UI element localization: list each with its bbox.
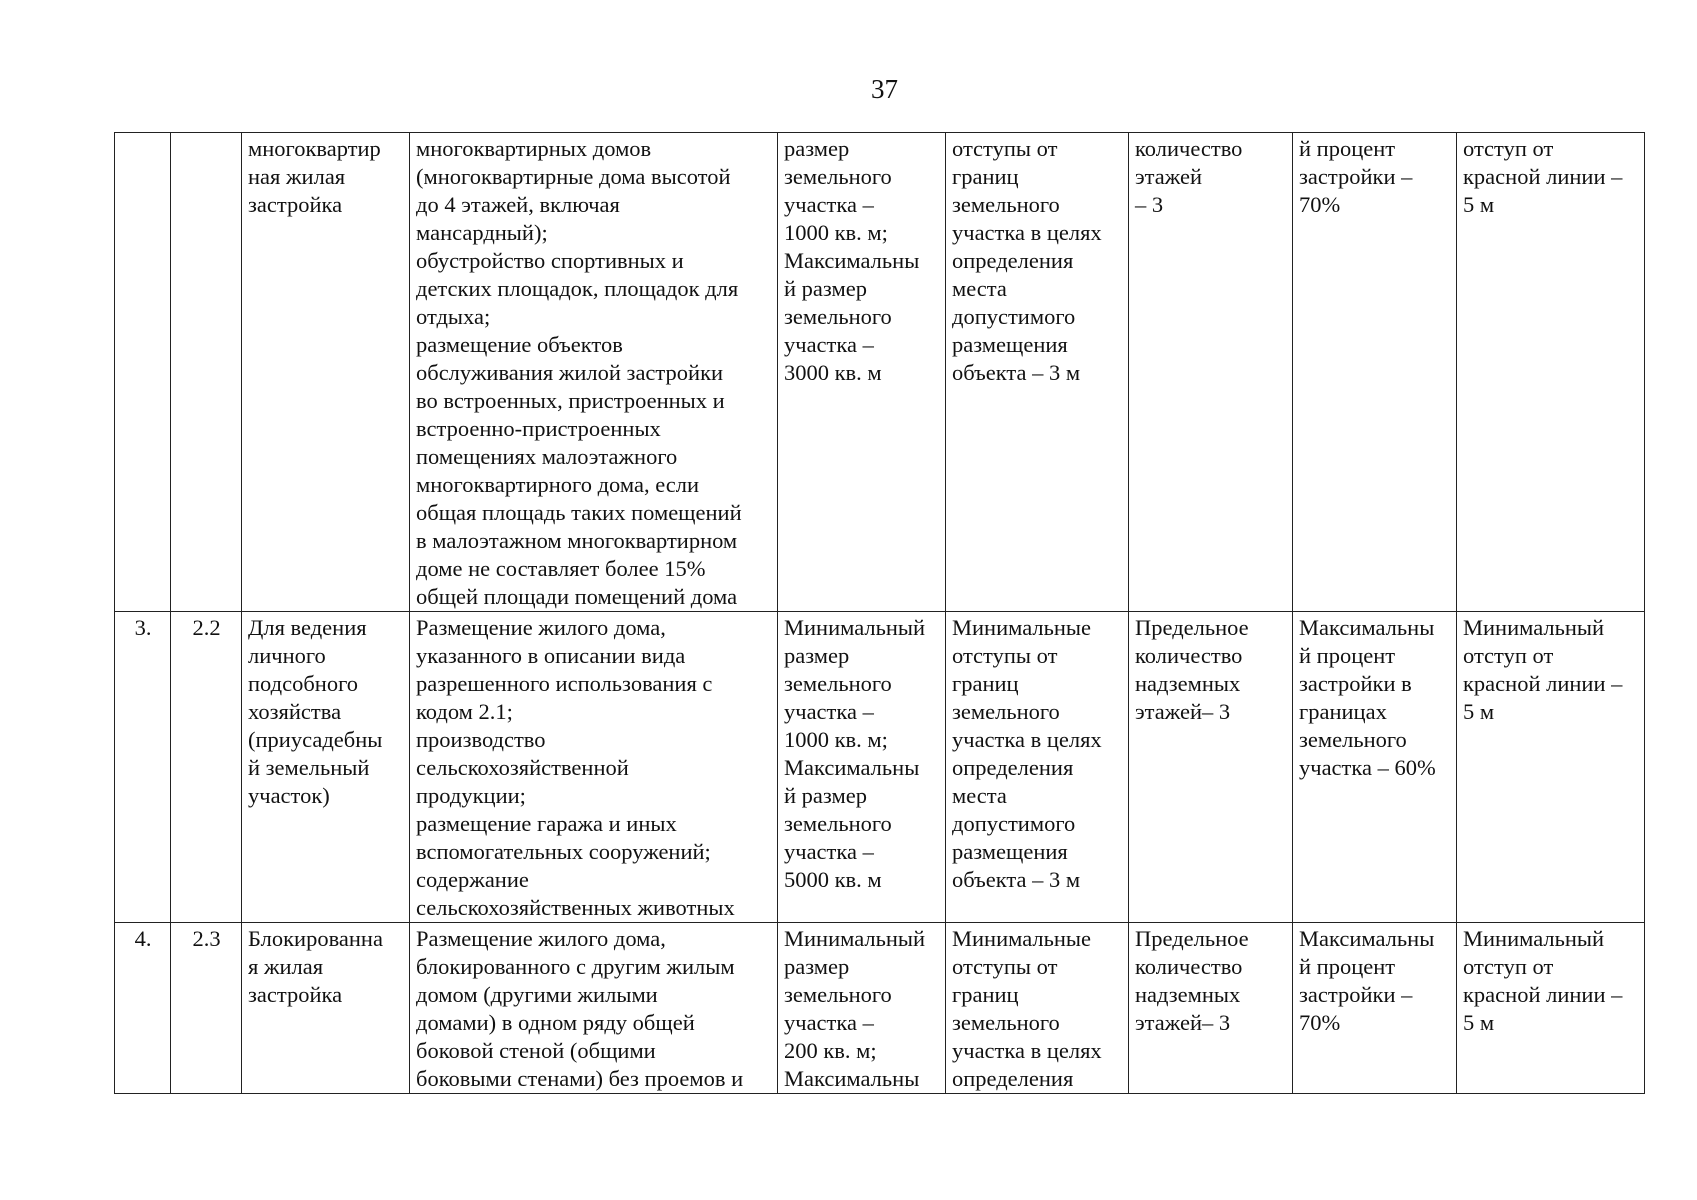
- floors-cell: Предельное количество надземных этажей– 3: [1129, 612, 1293, 923]
- table-row: [115, 133, 1645, 612]
- coverage-cell: Максимальны й процент застройки в границах земельного участка – 60%: [1293, 612, 1457, 923]
- page-number: 37: [871, 74, 898, 104]
- row-number-cell: 3.: [115, 612, 171, 923]
- coverage-cell: й процент застройки – 70%: [1293, 133, 1457, 612]
- plot-size-cell: Минимальный размер земельного участка – 1000 кв. м; Максимальны й размер земельного участка – 5000 кв. м: [778, 612, 946, 923]
- plot-size-cell: Минимальный размер земельного участка – 200 кв. м; Максимальны: [778, 923, 946, 1094]
- red-line-cell: Минимальный отступ от красной линии – 5 м: [1457, 612, 1645, 923]
- red-line-cell: Минимальный отступ от красной линии – 5 м: [1457, 923, 1645, 1094]
- floors-cell: количество этажей – 3: [1129, 133, 1293, 612]
- use-description-cell: Размещение жилого дома, указанного в описании вида разрешенного использования с кодом 2.1; производство сельскохозяйственной продукции; размещение гаража и иных вспомогательных сооружений; содержание сельскохозяйственных животных: [410, 612, 778, 923]
- use-description-cell: Размещение жилого дома, блокированного с другим жилым домом (другими жилыми домами) в одном ряду общей боковой стеной (общими боковыми стенами) без проемов и: [410, 923, 778, 1094]
- zoning-regulations-table: [114, 132, 1645, 1094]
- table-row: [115, 923, 1645, 1094]
- use-description-cell: многоквартирных домов (многоквартирные дома высотой до 4 этажей, включая мансардный); обустройство спортивных и детских площадок, площадок для отдыха; размещение объектов обслуживания жилой застройки во встроенных, пристроенных и встроенно-пристроенных помещениях малоэтажного многоквартирного дома, если общая площадь таких помещений в малоэтажном многоквартирном доме не составляет более 15% общей площади помещений дома: [410, 133, 778, 612]
- floors-cell: Предельное количество надземных этажей– 3: [1129, 923, 1293, 1094]
- plot-size-cell: размер земельного участка – 1000 кв. м; Максимальны й размер земельного участка – 3000 кв. м: [778, 133, 946, 612]
- row-number-cell: [115, 133, 171, 612]
- table-row: [115, 612, 1645, 923]
- setbacks-cell: отступы от границ земельного участка в целях определения места допустимого размещения объекта – 3 м: [946, 133, 1129, 612]
- use-code-cell: [171, 133, 242, 612]
- use-name-cell: многоквартир ная жилая застройка: [242, 133, 410, 612]
- use-name-cell: Блокированна я жилая застройка: [242, 923, 410, 1094]
- coverage-cell: Максимальны й процент застройки – 70%: [1293, 923, 1457, 1094]
- row-number-cell: 4.: [115, 923, 171, 1094]
- use-name-cell: Для ведения личного подсобного хозяйства (приусадебны й земельный участок): [242, 612, 410, 923]
- setbacks-cell: Минимальные отступы от границ земельного участка в целях определения: [946, 923, 1129, 1094]
- use-code-cell: 2.2: [171, 612, 242, 923]
- red-line-cell: отступ от красной линии – 5 м: [1457, 133, 1645, 612]
- setbacks-cell: Минимальные отступы от границ земельного участка в целях определения места допустимого размещения объекта – 3 м: [946, 612, 1129, 923]
- use-code-cell: 2.3: [171, 923, 242, 1094]
